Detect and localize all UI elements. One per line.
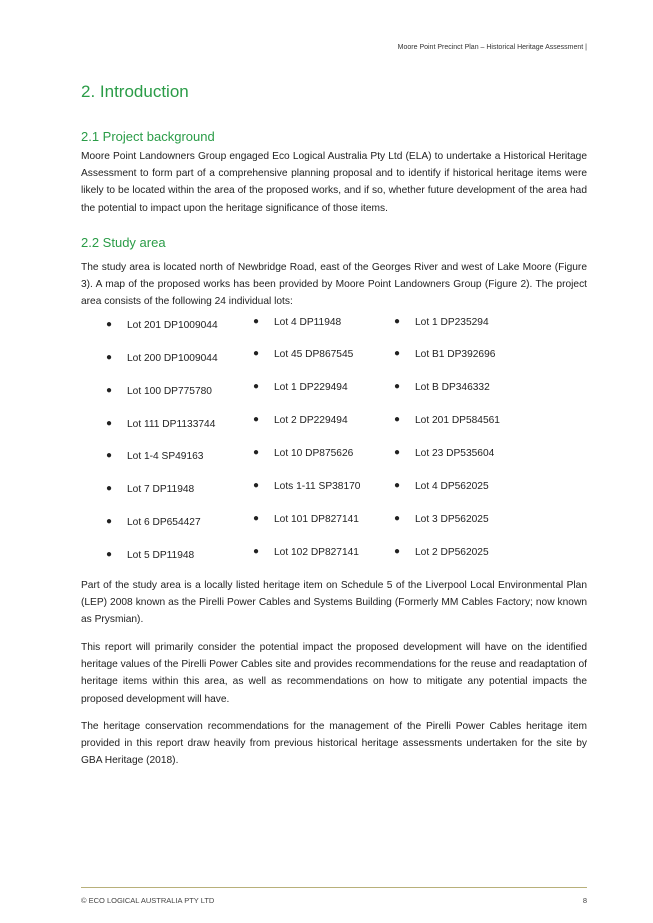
- study-area-heading: 2.2 Study area: [81, 235, 166, 250]
- lot-item: ● Lot 45 DP867545: [253, 348, 354, 360]
- lot-item: ● Lot 2 DP229494: [253, 414, 348, 426]
- lot-item: ● Lot 100 DP775780: [106, 385, 212, 397]
- bullet-icon: ●: [106, 385, 113, 396]
- lot-item: ● Lot 4 DP11948: [253, 316, 342, 328]
- bullet-icon: ●: [394, 348, 401, 359]
- lot-item: ● Lot 4 DP562025: [394, 480, 489, 492]
- study-area-intro: The study area is located north of Newbridge Road, east of the Georges River and west of Lake Moore (Figure 3). A map of the proposed works has been provided by Moore Point Landowners Group (Figure 2). The project area consists of the following 24 individual lots:: [81, 262, 587, 308]
- lot-item: ● Lots 1-11 SP38170: [253, 480, 361, 492]
- bullet-icon: ●: [253, 480, 260, 491]
- lot-item: ● Lot 201 DP584561: [394, 414, 500, 426]
- bullet-icon: ●: [106, 418, 113, 429]
- footer-divider: [81, 887, 587, 888]
- lot-item: ● Lot 6 DP654427: [106, 516, 201, 528]
- bullet-icon: ●: [394, 480, 401, 491]
- project-background-heading: 2.1 Project background: [81, 129, 215, 144]
- bullet-icon: ●: [106, 516, 113, 527]
- bullet-icon: ●: [394, 381, 401, 392]
- bullet-icon: ●: [394, 447, 401, 458]
- lot-item: ● Lot 10 DP875626: [253, 447, 354, 459]
- bullet-icon: ●: [106, 483, 113, 494]
- bullet-icon: ●: [106, 352, 113, 363]
- bullet-icon: ●: [253, 447, 260, 458]
- lot-item: ● Lot 5 DP11948: [106, 549, 195, 561]
- bullet-icon: ●: [106, 549, 113, 560]
- report-scope-paragraph: This report will primarily consider the potential impact the proposed development will have on the identified heritage values of the Pirelli Power Cables site and provides recommendations for the reuse and readaptation of heritage items within this area, as well as recommendations on how to mitigate any potential impacts the proposed development will have.: [81, 642, 587, 705]
- lot-item: ● Lot 3 DP562025: [394, 513, 489, 525]
- heritage-listing-paragraph: Part of the study area is a locally listed heritage item on Schedule 5 of the Liverpool Local Environmental Plan (LEP) 2008 known as the Pirelli Power Cables and Systems Building (Formerly MM Cables Factory; now known as Prysmian).: [81, 580, 587, 626]
- lot-item: ● Lot B DP346332: [394, 381, 490, 393]
- project-background-paragraph: Moore Point Landowners Group engaged Eco Logical Australia Pty Ltd (ELA) to undertake a Historical Heritage Assessment to form part of a comprehensive planning proposal and to identify if historical heritage items were likely to be located within the area of the proposed works, and if so, whether future development of the area had the potential to impact upon the heritage significance of those items.: [81, 151, 587, 214]
- bullet-icon: ●: [106, 319, 113, 330]
- bullet-icon: ●: [106, 450, 113, 461]
- lot-item: ● Lot 111 DP1133744: [106, 418, 216, 430]
- bullet-icon: ●: [394, 513, 401, 524]
- bullet-icon: ●: [253, 414, 260, 425]
- bullet-icon: ●: [394, 414, 401, 425]
- bullet-icon: ●: [394, 546, 401, 557]
- running-header: Moore Point Precinct Plan – Historical Heritage Assessment |: [397, 44, 587, 51]
- lot-item: ● Lot 201 DP1009044: [106, 319, 218, 331]
- bullet-icon: ●: [253, 348, 260, 359]
- lot-item: ● Lot 1 DP235294: [394, 316, 489, 328]
- lot-item: ● Lot 1-4 SP49163: [106, 450, 204, 462]
- bullet-icon: ●: [253, 381, 260, 392]
- bullet-icon: ●: [394, 316, 401, 327]
- conservation-recommendations-paragraph: The heritage conservation recommendations for the management of the Pirelli Power Cables heritage item provided in this report draw heavily from previous historical heritage assessments undertaken for the site by GBA Heritage (2018).: [81, 721, 587, 767]
- bullet-icon: ●: [253, 513, 260, 524]
- bullet-icon: ●: [253, 316, 260, 327]
- lot-item: ● Lot 1 DP229494: [253, 381, 348, 393]
- lot-item: ● Lot B1 DP392696: [394, 348, 496, 360]
- lot-item: ● Lot 200 DP1009044: [106, 352, 218, 364]
- lot-item: ● Lot 2 DP562025: [394, 546, 489, 558]
- page-number: 8: [582, 896, 587, 905]
- lot-item: ● Lot 102 DP827141: [253, 546, 359, 558]
- bullet-icon: ●: [253, 546, 260, 557]
- footer-copyright: © ECO LOGICAL AUSTRALIA PTY LTD: [81, 896, 215, 905]
- section-title: 2. Introduction: [81, 82, 189, 101]
- lot-item: ● Lot 101 DP827141: [253, 513, 359, 525]
- lot-item: ● Lot 23 DP535604: [394, 447, 495, 459]
- lot-item: ● Lot 7 DP11948: [106, 483, 195, 495]
